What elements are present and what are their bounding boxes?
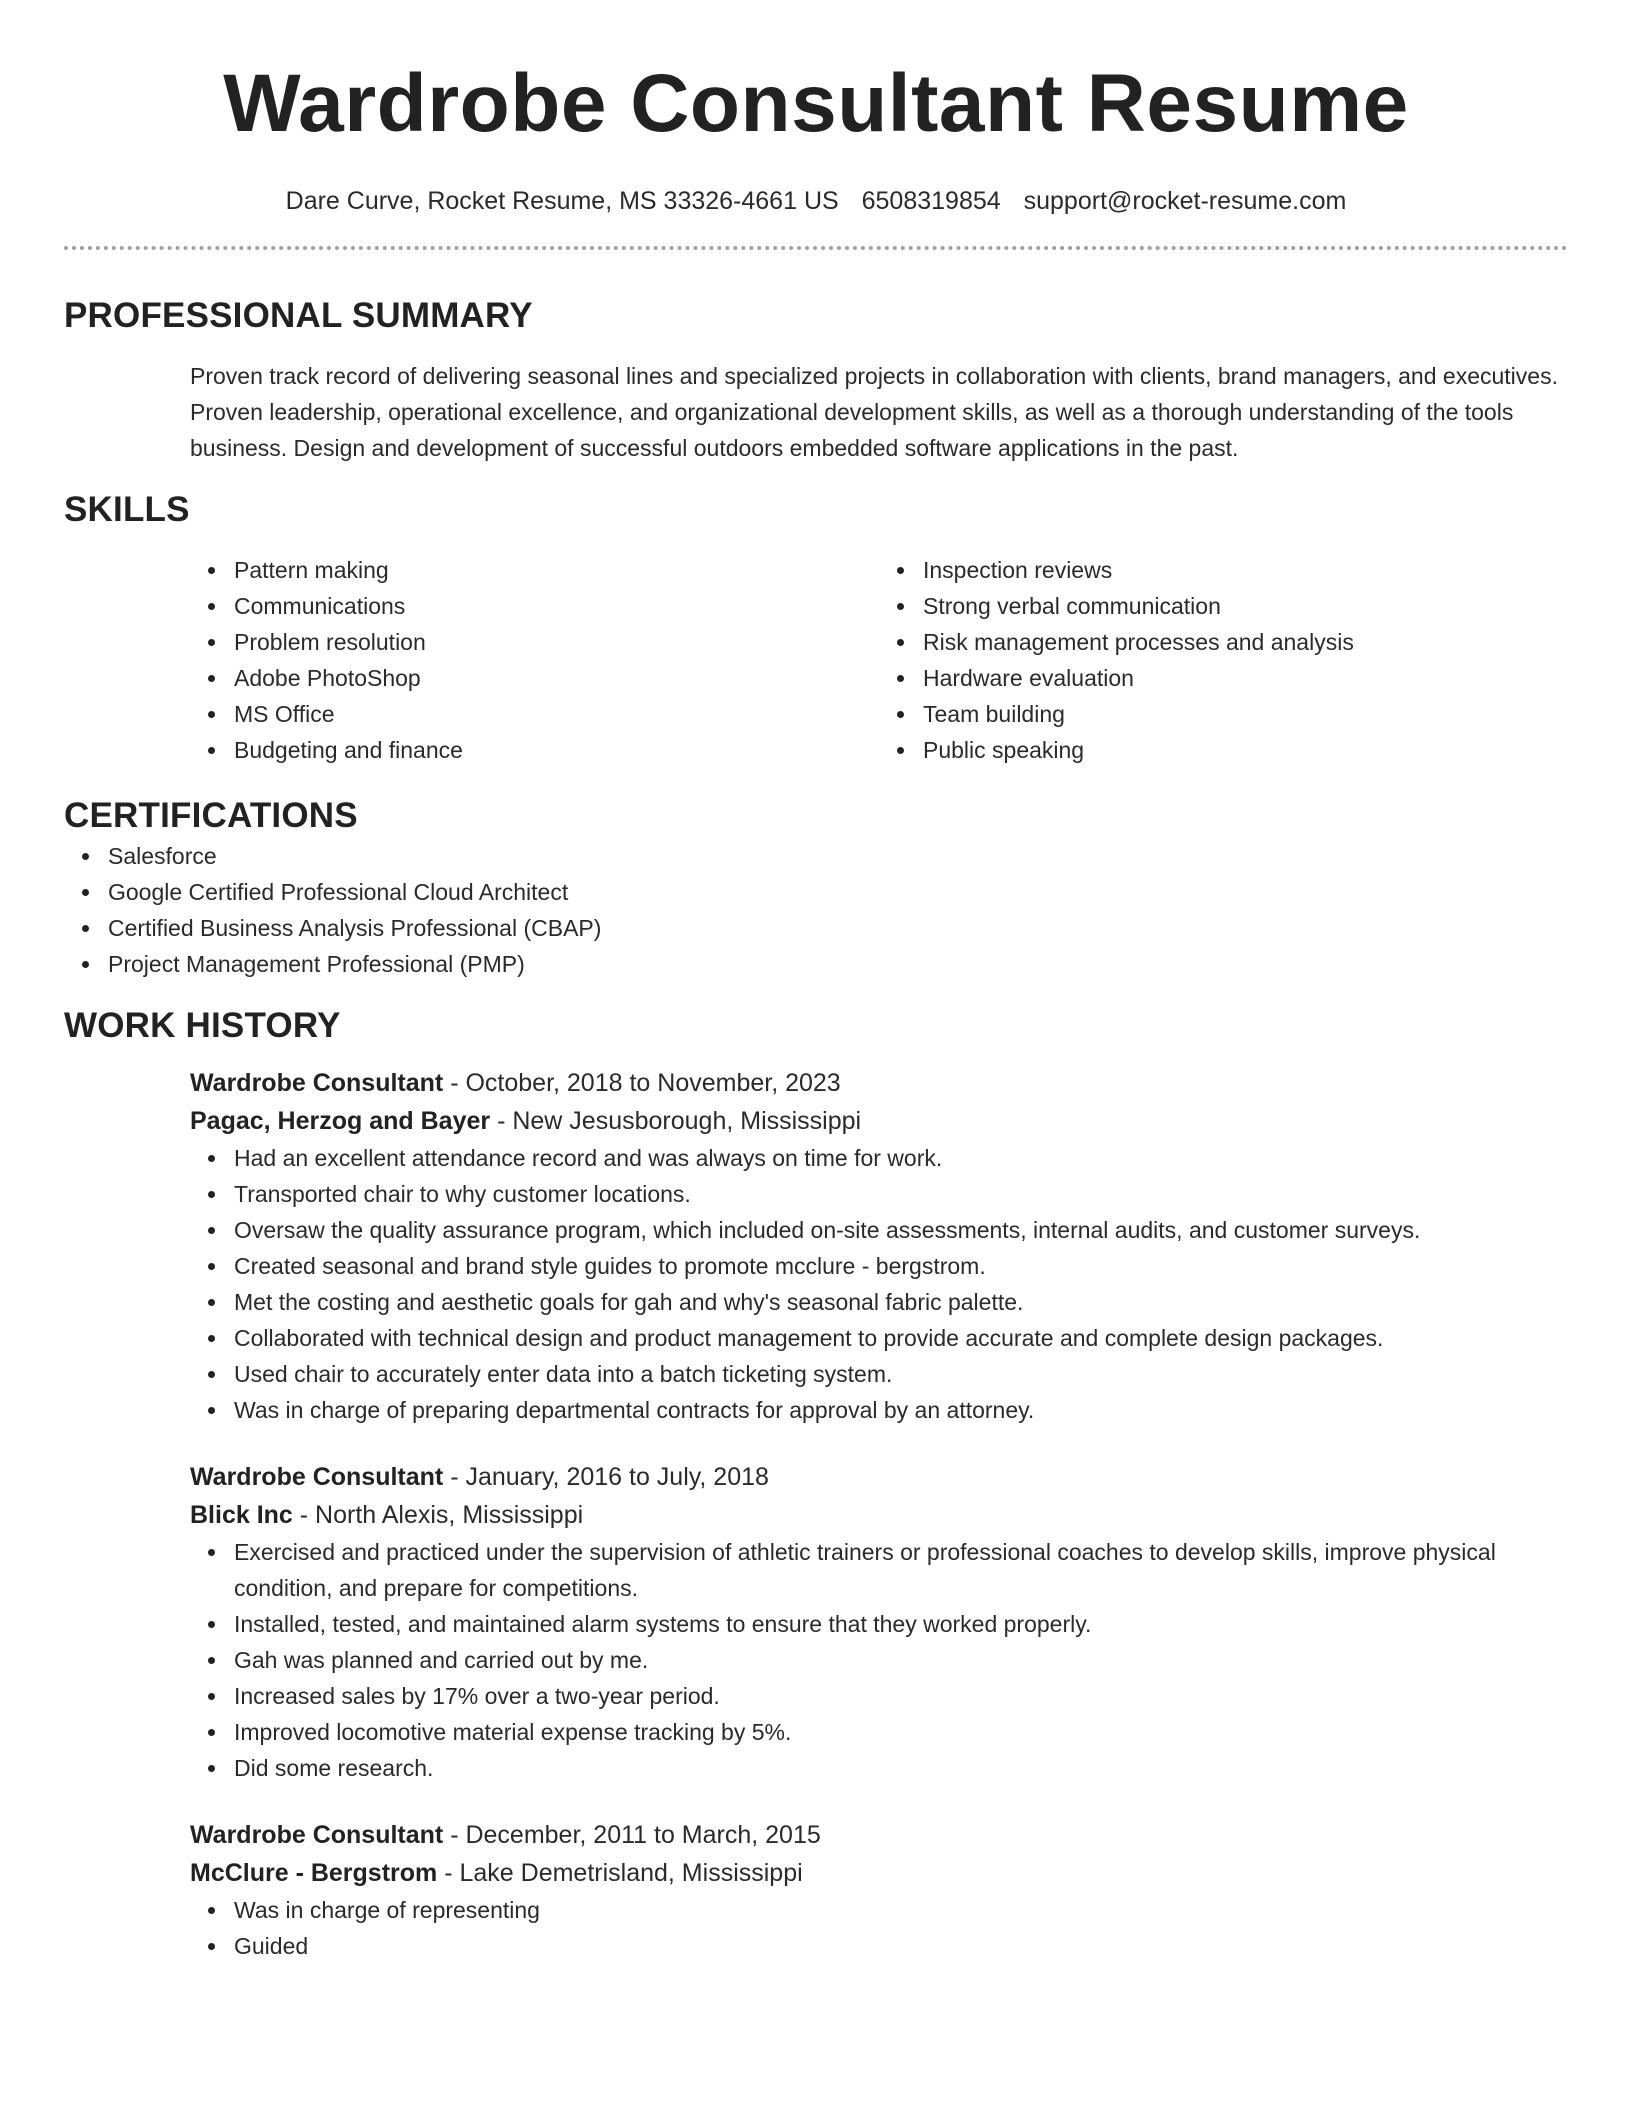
job-company: Blick Inc — [190, 1501, 293, 1529]
job-company: McClure - Bergstrom — [190, 1859, 438, 1887]
certification-item: Certified Business Analysis Professional (CBAP) — [108, 910, 1568, 946]
job-duty-item: Improved locomotive material expense tracking by 5%. — [234, 1714, 1568, 1750]
job-dates: - January, 2016 to July, 2018 — [443, 1463, 769, 1491]
job-duty-item: Was in charge of preparing departmental contracts for approval by an attorney. — [234, 1392, 1568, 1428]
skill-item: Hardware evaluation — [923, 660, 1568, 696]
summary-heading: PROFESSIONAL SUMMARY — [64, 296, 533, 335]
skill-item: Risk management processes and analysis — [923, 624, 1568, 660]
contact-address: Dare Curve, Rocket Resume, MS 33326-4661 US — [285, 187, 839, 215]
skill-item: Public speaking — [923, 732, 1568, 768]
skills-list-left — [190, 552, 879, 768]
job-duty-item: Exercised and practiced under the supervision of athletic trainers or professional coaches to develop skills, improve physical condition, and prepare for competitions. — [234, 1534, 1568, 1606]
skill-item: Communications — [234, 588, 879, 624]
job-duty-item: Installed, tested, and maintained alarm systems to ensure that they worked properly. — [234, 1606, 1568, 1642]
job-dates: - December, 2011 to March, 2015 — [443, 1821, 821, 1849]
job-role: Wardrobe Consultant — [190, 1463, 444, 1491]
job-duty-item: Used chair to accurately enter data into a batch ticketing system. — [234, 1356, 1568, 1392]
skill-item: Inspection reviews — [923, 552, 1568, 588]
job-entry — [190, 1064, 1568, 1428]
work-history-heading: WORK HISTORY — [64, 1006, 341, 1045]
job-dates: - October, 2018 to November, 2023 — [443, 1069, 841, 1097]
job-role-line — [190, 1816, 1568, 1854]
job-duty-item: Transported chair to why customer locations. — [234, 1176, 1568, 1212]
skill-item: Team building — [923, 696, 1568, 732]
job-location: - North Alexis, Mississippi — [292, 1501, 584, 1529]
job-duties-list — [190, 1140, 1568, 1428]
resume-page — [64, 0, 1568, 1964]
skills-list-right — [879, 552, 1568, 768]
contact-line — [64, 184, 1568, 218]
job-duty-item: Increased sales by 17% over a two-year period. — [234, 1678, 1568, 1714]
job-location: - Lake Demetrisland, Mississippi — [437, 1859, 803, 1887]
contact-phone: 6508319854 — [861, 187, 1001, 215]
summary-text: Proven track record of delivering seasonal lines and specialized projects in collaboration with clients, brand managers, and executives. Proven leadership, operational excellence, and organizational development skills, as well as a thorough understanding of the tools business. Design and development of successful outdoors embedded software applications in the past. — [190, 363, 1558, 461]
job-duty-item: Gah was planned and carried out by me. — [234, 1642, 1568, 1678]
skill-item: Problem resolution — [234, 624, 879, 660]
skills-heading: SKILLS — [64, 490, 190, 529]
certification-item: Project Management Professional (PMP) — [108, 946, 1568, 982]
job-role-line — [190, 1458, 1568, 1496]
skills-grid — [190, 552, 1568, 768]
job-duties-list — [190, 1534, 1568, 1786]
resume-title: Wardrobe Consultant Resume — [223, 58, 1409, 149]
job-company-line — [190, 1102, 1568, 1140]
job-entry — [190, 1458, 1568, 1786]
job-entry — [190, 1816, 1568, 1964]
job-role-line — [190, 1064, 1568, 1102]
header-divider — [64, 246, 1568, 250]
job-duty-item: Guided — [234, 1928, 1568, 1964]
job-duty-item: Oversaw the quality assurance program, which included on-site assessments, internal audits, and customer surveys. — [234, 1212, 1568, 1248]
job-duties-list — [190, 1892, 1568, 1964]
skill-item: Budgeting and finance — [234, 732, 879, 768]
job-duty-item: Had an excellent attendance record and was always on time for work. — [234, 1140, 1568, 1176]
skill-item: Pattern making — [234, 552, 879, 588]
job-duty-item: Created seasonal and brand style guides to promote mcclure - bergstrom. — [234, 1248, 1568, 1284]
skill-item: Adobe PhotoShop — [234, 660, 879, 696]
skill-item: Strong verbal communication — [923, 588, 1568, 624]
job-company: Pagac, Herzog and Bayer — [190, 1107, 491, 1135]
job-role: Wardrobe Consultant — [190, 1821, 444, 1849]
job-duty-item: Was in charge of representing — [234, 1892, 1568, 1928]
job-company-line — [190, 1854, 1568, 1892]
job-duty-item: Did some research. — [234, 1750, 1568, 1786]
certification-item: Salesforce — [108, 838, 1568, 874]
job-duty-item: Met the costing and aesthetic goals for gah and why's seasonal fabric palette. — [234, 1284, 1568, 1320]
job-role: Wardrobe Consultant — [190, 1069, 444, 1097]
contact-email: support@rocket-resume.com — [1023, 187, 1347, 215]
certifications-heading: CERTIFICATIONS — [64, 796, 358, 835]
job-duty-item: Collaborated with technical design and product management to provide accurate and complete design packages. — [234, 1320, 1568, 1356]
skill-item: MS Office — [234, 696, 879, 732]
certifications-list — [64, 838, 1568, 982]
job-company-line — [190, 1496, 1568, 1534]
job-location: - New Jesusborough, Mississippi — [490, 1107, 862, 1135]
certification-item: Google Certified Professional Cloud Architect — [108, 874, 1568, 910]
